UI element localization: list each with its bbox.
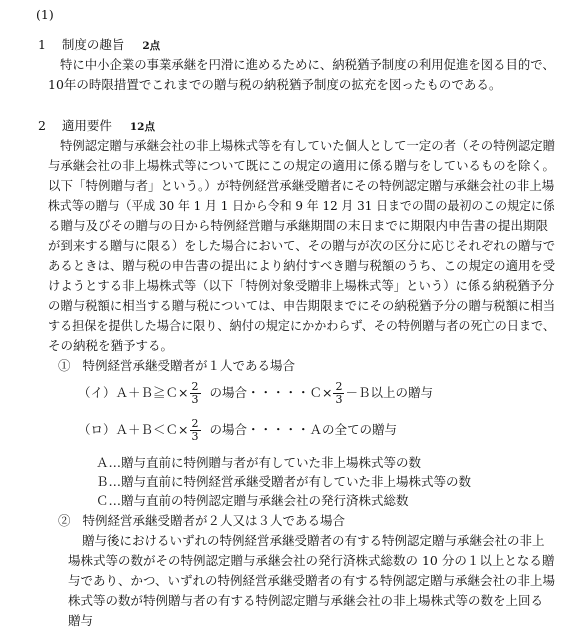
definition-b: Ｂ…贈与直前に特例経営承継受贈者が有していた非上場株式等の数: [96, 474, 472, 489]
formula-i-label: （イ）: [78, 385, 116, 400]
case-1-title: 特例経営承継受贈者が１人である場合: [82, 358, 295, 373]
case-2-line-1: 贈与後におけるいずれの特例経営承継受贈者の有する特例認定贈与承継会社の非上: [82, 533, 545, 548]
formula-i-middle: の場合・・・・・Ｃ×: [209, 385, 333, 400]
s2-line-1: 特例認定贈与承継会社の非上場株式等を有していた個人として一定の者（その特例認定贈: [60, 138, 556, 153]
section-1-points: 2点: [142, 40, 161, 52]
s2-line-5: る贈与及びその贈与の日から特例経営贈与承継期間の末日までに期限内申告書の提出期限: [48, 218, 549, 233]
fraction: [333, 381, 344, 406]
fraction-numerator: 2: [191, 380, 199, 393]
fraction-denominator: 3: [191, 430, 199, 443]
s1-line-2: 10年の時限措置でこれまでの贈与税の納税猶予制度の拡充を図ったものである。: [48, 77, 502, 92]
formula-ro-label: （ロ）: [78, 422, 116, 437]
case-2-line-2: 場株式等の数がその特例認定贈与承継会社の発行済株式総数の 10 分の１以上となる贈: [68, 553, 555, 568]
s2-line-6: が到来する贈与に限る）をした場合において、その贈与が次の区分に応じそれぞれの贈与で: [48, 238, 556, 253]
fraction: [190, 381, 201, 406]
s1-line-1: 特に中小企業の事業承継を円滑に進めるために、納税猶予制度の利用促進を図る目的で、: [60, 57, 555, 72]
s2-line-8: けようとする非上場株式等（以下「特例対象受贈非上場株式等」という）に係る納税猶予分: [48, 278, 555, 293]
s2-line-2: 与承継会社の非上場株式等について既にこの規定の適用に係る贈与をしているものを除く。: [48, 158, 555, 173]
section-2-number: 2: [38, 118, 46, 133]
fraction: [190, 418, 201, 443]
section-1-number: 1: [38, 37, 46, 52]
case-2-line-4: 株式等の数が特例贈与者の有する特例認定贈与承継会社の非上場株式等の数を上回る: [68, 593, 544, 608]
formula-ro-condition: Ａ＋Ｂ＜Ｃ×: [115, 422, 189, 437]
definition-c: Ｃ…贈与直前の特例認定贈与承継会社の発行済株式総数: [96, 493, 409, 508]
formula-i: [78, 380, 433, 406]
case-2-line-3: 与であり、かつ、いずれの特例経営承継受贈者の有する特例認定贈与承継会社の非上場: [68, 573, 556, 588]
s2-line-9: の贈与税額に相当する贈与税については、申告期限までにその納税猶予分の贈与税額に相当: [48, 298, 556, 313]
case-2-line-5: 贈与: [68, 613, 94, 628]
s2-line-7: あるときは、贈与税の申告書の提出により納付すべき贈与税額のうち、この規定の適用を受: [48, 258, 556, 273]
section-2-heading: [38, 117, 155, 136]
s2-line-3: 以下「特例贈与者」という。）が特例経営承継受贈者にその特例認定贈与承継会社の非上場: [48, 178, 555, 193]
fraction-numerator: 2: [191, 417, 199, 430]
definition-a: Ａ…贈与直前に特例贈与者が有していた非上場株式等の数: [96, 455, 422, 470]
case-2-marker: ②: [58, 513, 71, 528]
fraction-numerator: 2: [335, 380, 343, 393]
formula-ro: [78, 417, 397, 443]
part-label: (1): [36, 7, 54, 22]
formula-i-tail: －Ｂ以上の贈与: [345, 385, 433, 400]
section-2-title: 適用要件: [61, 118, 112, 133]
section-2-points: 12点: [129, 121, 155, 133]
formula-ro-tail: の場合・・・・・Ａの全ての贈与: [209, 422, 397, 437]
s2-line-11: その納税を猶予する。: [48, 338, 174, 353]
s2-line-10: する担保を提供した場合に限り、納付の規定にかかわらず、その特例贈与者の死亡の日まで、: [48, 318, 556, 333]
case-1-marker: ①: [58, 358, 71, 373]
case-1-heading: [58, 357, 295, 375]
fraction-denominator: 3: [191, 393, 199, 406]
formula-i-condition: Ａ＋Ｂ≧Ｃ×: [115, 385, 189, 400]
fraction-denominator: 3: [335, 393, 343, 406]
case-2-title: 特例経営承継受贈者が２人又は３人である場合: [82, 513, 345, 528]
case-2-heading: [58, 512, 345, 530]
s2-line-4: 株式等の贈与（平成 30 年 1 月 1 日から令和 9 年 12 月 31 日までの間の最初のこの規定に係: [48, 198, 555, 213]
section-1-title: 制度の趣旨: [61, 37, 125, 52]
section-1-heading: [38, 36, 160, 55]
